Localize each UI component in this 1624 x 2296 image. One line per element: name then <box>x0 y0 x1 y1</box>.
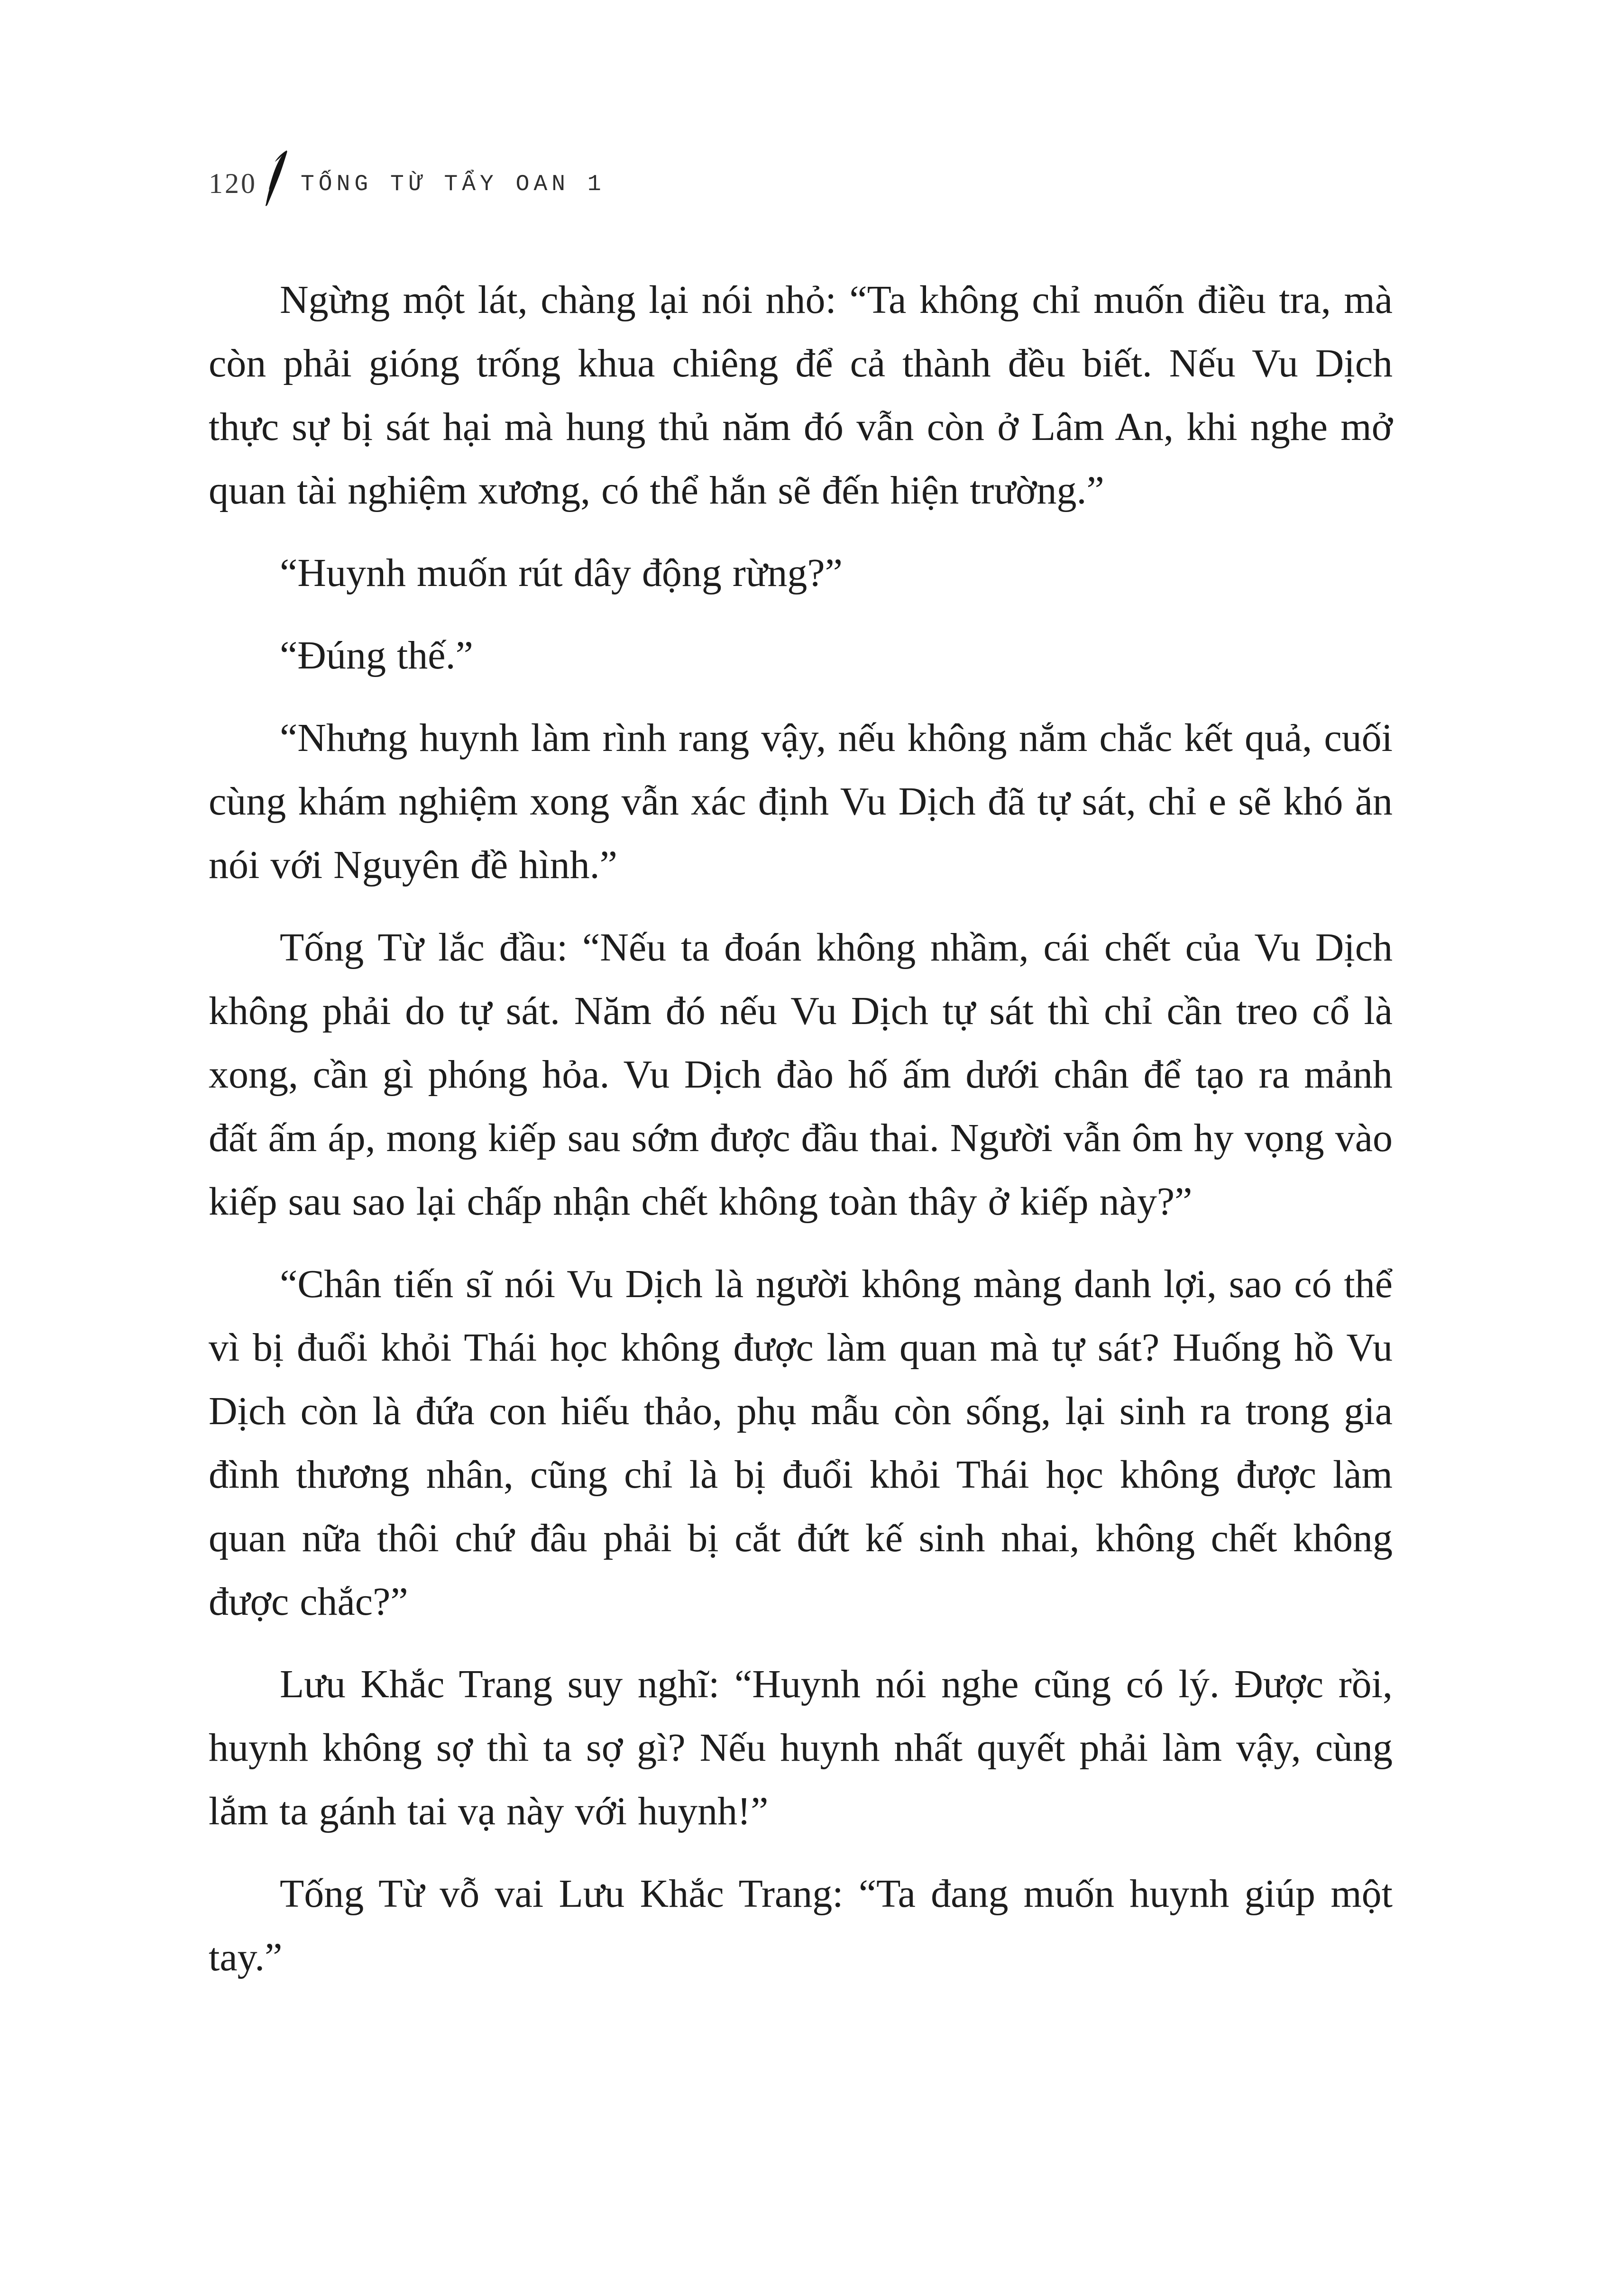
page-header <box>209 140 1415 201</box>
paragraph: “Chân tiến sĩ nói Vu Dịch là người không màng danh lợi, sao có thể vì bị đuổi khỏi Thái học không được làm quan mà tự sát? Huống hồ Vu Dịch còn là đứa con hiếu thảo, phụ mẫu còn sống, lại sinh ra trong gia đình thương nhân, cũng chỉ là bị đuổi khỏi Thái học không được làm quan nữa thôi chứ đâu phải bị cắt đứt kế sinh nhai, không chết không được chắc?” <box>209 1262 1393 1624</box>
brush-stroke-icon <box>264 148 288 209</box>
page-body <box>209 268 1393 2008</box>
paragraph: Tống Từ lắc đầu: “Nếu ta đoán không nhầm, cái chết của Vu Dịch không phải do tự sát. Năm đó nếu Vu Dịch tự sát thì chỉ cần treo cổ là xong, cần gì phóng hỏa. Vu Dịch đào hố ấm dưới chân để tạo ra mảnh đất ấm áp, mong kiếp sau sớm được đầu thai. Người vẫn ôm hy vọng vào kiếp sau sao lại chấp nhận chết không toàn thây ở kiếp này?” <box>209 925 1393 1224</box>
paragraph: “Đúng thế.” <box>280 633 473 677</box>
paragraph: “Huynh muốn rút dây động rừng?” <box>280 551 843 595</box>
paragraph: Lưu Khắc Trang suy nghĩ: “Huynh nói nghe cũng có lý. Được rồi, huynh không sợ thì ta sợ gì? Nếu huynh nhất quyết phải làm vậy, cùng lắm ta gánh tai vạ này với huynh!” <box>209 1662 1393 1833</box>
paragraph: “Nhưng huynh làm rình rang vậy, nếu không nắm chắc kết quả, cuối cùng khám nghiệm xong vẫn xác định Vu Dịch đã tự sát, chỉ e sẽ khó ăn nói với Nguyên đề hình.” <box>209 716 1393 887</box>
paragraph: Tống Từ vỗ vai Lưu Khắc Trang: “Ta đang muốn huynh giúp một tay.” <box>209 1872 1393 1979</box>
page-number: 120 <box>209 168 257 199</box>
paragraph: Ngừng một lát, chàng lại nói nhỏ: “Ta không chỉ muốn điều tra, mà còn phải gióng trống khua chiêng để cả thành đều biết. Nếu Vu Dịch thực sự bị sát hại mà hung thủ năm đó vẫn còn ở Lâm An, khi nghe mở quan tài nghiệm xương, có thể hắn sẽ đến hiện trường.” <box>209 278 1393 512</box>
book-title: TỐNG TỪ TẨY OAN 1 <box>301 172 606 197</box>
